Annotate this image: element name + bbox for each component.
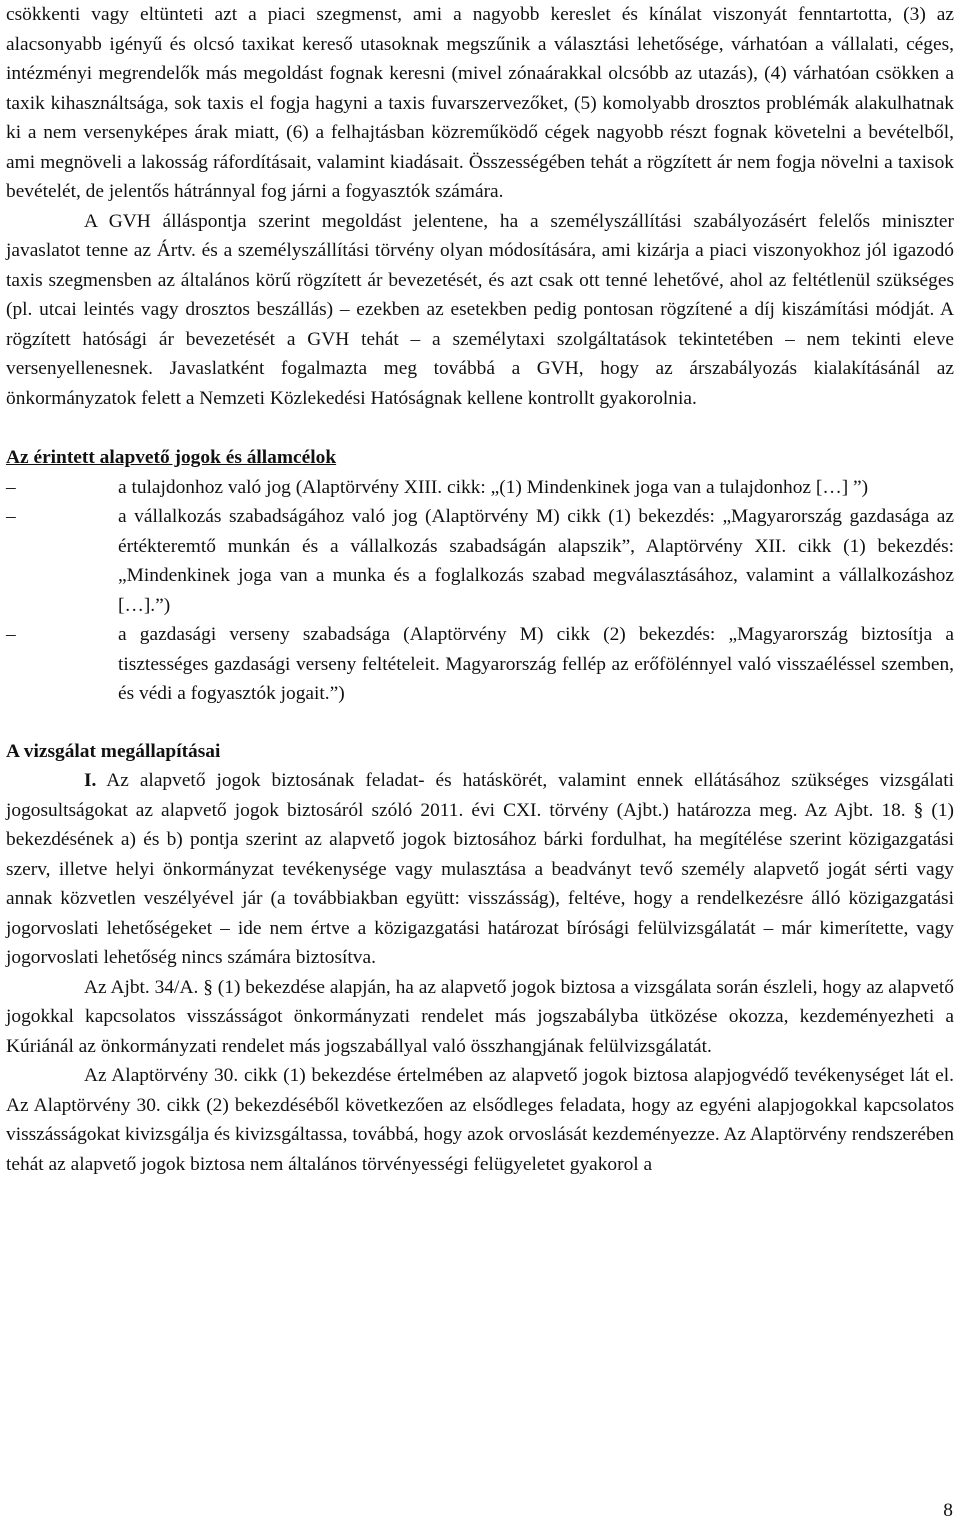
paragraph-findings-3: Az Alaptörvény 30. cikk (1) bekezdése értelmében az alapvető jogok biztosa alapjogvédő tevékenységet lát el. Az Alaptörvény 30. cikk (2) bekezdéséből következően az elsődleges feladata, hogy az egyéni alapjogokkal kapcsolatos visszásságokat kivizsgálja és kivizsgáltassa, továbbá, hogy azok orvoslását kezdeményezze. Az Alaptörvény rendszerében tehát az alapvető jogok biztosa nem általános törvényességi felügyeletet gyakorol a [6, 1065, 954, 1175]
spacer [6, 413, 954, 443]
spacer [6, 709, 954, 737]
rights-list [6, 473, 954, 709]
dash-bullet: – [6, 476, 16, 498]
dash-bullet: – [6, 506, 16, 527]
list-item [6, 473, 954, 503]
roman-numeral: I. [84, 770, 97, 791]
dash-bullet: – [6, 624, 16, 645]
section-heading-findings: A vizsgálat megállapításai [6, 740, 221, 762]
paragraph-findings-1 [6, 766, 954, 973]
list-item-text: a vállalkozás szabadságához való jog (Alaptörvény M) cikk (1) bekezdés: „Magyarország gazdasága az értékteremtő munkán és a vállalkozás szabadságán alapszik”, Alaptörvény XII. cikk (1) bekezdés: „Mindenkinek joga van a munka és a foglalkozás szabad megválasztásához, valamint a vállalkozáshoz […].”) [118, 506, 954, 616]
paragraph-gvh-position: A GVH álláspontja szerint megoldást jelentene, ha a személyszállítási szabályozásért felelős miniszter javaslatot tenne az Ártv. és a személyszállítási törvény olyan módosítására, ami kizárja a piaci viszonyokhoz jól igazodó taxis szegmensben az általános körű rögzített ár bevezetését, és azt csak ott tenné lehetővé, ahol az feltétlenül szükséges (pl. utcai leintés vagy drosztos beszállás) – ezekben az esetekben pedig pontosan rögzítené a díj kiszámítási módját. A rögzített hatósági ár bevezetését a GVH tehát – a személytaxi szolgáltatások tekintetében – nem tekinti eleve versenyellenesnek. Javaslatként fogalmazta meg továbbá a GVH, hogy az árszabályozás kialakításánál az önkormányzatok felett a Nemzeti Közlekedési Hatóságnak kellene kontrollt gyakorolnia. [6, 210, 954, 409]
list-item [6, 620, 954, 709]
paragraph-text: Az alapvető jogok biztosának feladat- és hatáskörét, valamint ennek ellátásához szükséges vizsgálati jogosultságokat az alapvető jogok biztosáról szóló 2011. évi CXI. törvény (Ajbt.) határozza meg. Az Ajbt. 18. § (1) bekezdésének a) és b) pontja szerint az alapvető jogok biztosához bárki fordulhat, ha megítélése szerint közigazgatási szerv, illetve helyi önkormányzat tevékenysége vagy mulasztása a beadványt tevő személy alapvető jogát sérti vagy annak közvetlen veszélyével jár (a továbbiakban együtt: visszásság), feltéve, hogy a rendelkezésre álló közigazgatási jogorvoslati lehetőségeket – ide nem értve a közigazgatási határozat bírósági felülvizsgálatát – már kimerítette, vagy jogorvoslati lehetőség nincs számára biztosítva. [6, 770, 954, 968]
document-page [6, 0, 954, 1179]
page-number: 8 [943, 1500, 953, 1521]
list-item [6, 502, 954, 620]
list-item-text: a gazdasági verseny szabadsága (Alaptörvény M) cikk (2) bekezdés: „Magyarország biztosítja a tisztességes gazdasági verseny feltételeit. Magyarország fellép az erőfölénnyel való visszaéléssel szemben, és védi a fogyasztók jogait.”) [118, 624, 954, 704]
paragraph-gvh-consequences: csökkenti vagy eltünteti azt a piaci szegmenst, ami a nagyobb kereslet és kínálat viszonyát fenntartotta, (3) az alacsonyabb igényű és olcsó taxikat kereső utasoknak megszűnik a választási lehetősége, várhatóan a vállalati, céges, intézményi megrendelők más megoldást fognak keresni (mivel zónaárakkal olcsóbb az utazás), (4) várhatóan csökken a taxik kihasználtsága, sok taxis el fogja hagyni a taxis fuvarszervezőket, (5) komolyabb drosztos problémák alakulhatnak ki a nem versenyképes árak miatt, (6) a felhajtásban közreműködő cégek nagyobb részt fognak követelni a bevételből, ami megnöveli a lakosság ráfordításait, valamint kiadásait. Összességében tehát a rögzített ár nem fogja növelni a taxisok bevételét, de jelentős hátránnyal fog járni a fogyasztók számára. [6, 4, 954, 202]
section-heading-rights: Az érintett alapvető jogok és államcélok [6, 447, 337, 468]
paragraph-findings-2: Az Ajbt. 34/A. § (1) bekezdése alapján, ha az alapvető jogok biztosa a vizsgálata során észleli, hogy az alapvető jogokkal kapcsolatos visszásságot önkormányzati rendelet más jogszabályba ütközése okozza, kezdeményezheti a Kúriánál az önkormányzati rendelet más jogszabállyal való összhangjának felülvizsgálatát. [6, 976, 954, 1057]
list-item-text: a tulajdonhoz való jog (Alaptörvény XIII. cikk: „(1) Mindenkinek joga van a tulajdonhoz […] ”) [118, 476, 869, 498]
